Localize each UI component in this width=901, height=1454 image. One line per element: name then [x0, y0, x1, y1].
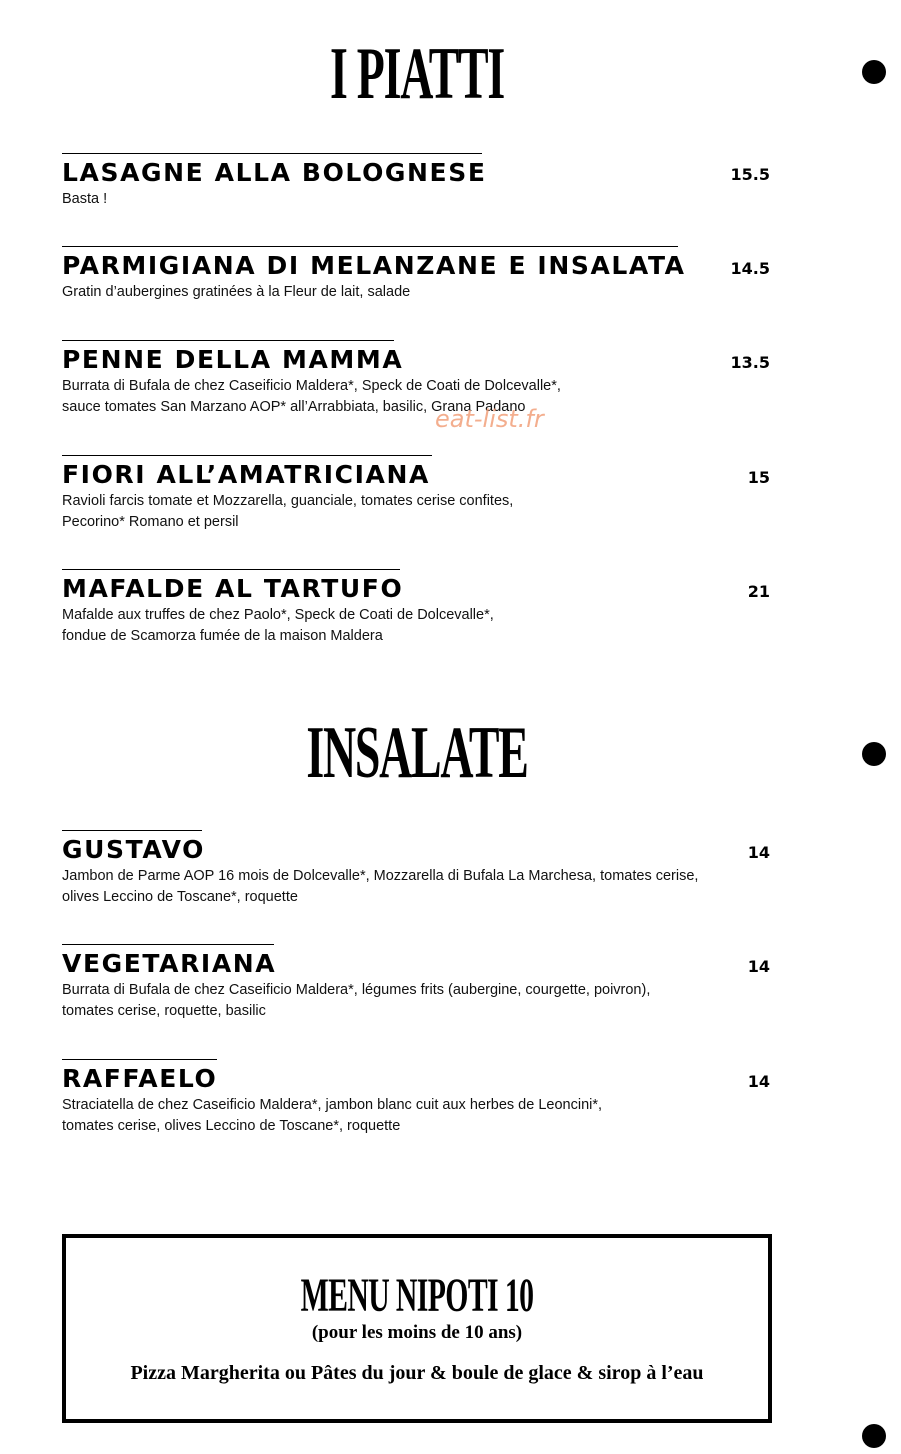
kids-menu-description: Pizza Margherita ou Pâtes du jour & boule de glace & sirop à l’eau: [130, 1362, 704, 1384]
item-name: MAFALDE AL TARTUFO: [62, 574, 404, 603]
item-rule: [62, 1059, 217, 1060]
item-rule: [62, 830, 202, 831]
binder-hole-bottom: [862, 1424, 886, 1448]
menu-item: [62, 455, 782, 533]
item-description: Burrata di Bufala de chez Caseificio Maldera*, légumes frits (aubergine, courgette, poivron),: [62, 982, 651, 998]
item-rule: [62, 455, 432, 456]
item-description: Jambon de Parme AOP 16 mois de Dolcevalle*, Mozzarella di Bufala La Marchesa, tomates cerise,: [62, 868, 699, 884]
item-price: 14: [747, 1072, 770, 1091]
item-name: LASAGNE ALLA BOLOGNESE: [62, 158, 487, 187]
item-price: 21: [747, 582, 770, 601]
item-rule: [62, 153, 482, 154]
menu-item: [62, 1059, 782, 1137]
item-name: FIORI ALL’AMATRICIANA: [62, 460, 430, 489]
item-description: Pecorino* Romano et persil: [62, 514, 239, 530]
item-price: 14.5: [730, 259, 770, 278]
item-name: GUSTAVO: [62, 835, 205, 864]
menu-item: [62, 340, 782, 418]
item-description: fondue de Scamorza fumée de la maison Maldera: [62, 628, 383, 644]
item-price: 15: [747, 468, 770, 487]
kids-menu-box: [62, 1234, 772, 1423]
item-rule: [62, 246, 678, 247]
watermark: eat-list.fr: [435, 405, 544, 433]
menu-item: [62, 569, 782, 647]
item-price: 14: [747, 843, 770, 862]
section-title-insalate: INSALATE: [306, 712, 528, 794]
item-description: tomates cerise, roquette, basilic: [62, 1003, 266, 1019]
item-description: Basta !: [62, 191, 108, 207]
item-name: PENNE DELLA MAMMA: [62, 345, 404, 374]
item-rule: [62, 569, 400, 570]
item-description: tomates cerise, olives Leccino de Toscane*, roquette: [62, 1118, 401, 1134]
item-description: Ravioli farcis tomate et Mozzarella, guanciale, tomates cerise confites,: [62, 493, 514, 509]
menu-item: [62, 830, 782, 908]
item-name: VEGETARIANA: [62, 949, 277, 978]
item-description: olives Leccino de Toscane*, roquette: [62, 889, 298, 905]
item-name: RAFFAELO: [62, 1064, 218, 1093]
item-price: 15.5: [730, 165, 770, 184]
item-price: 13.5: [730, 353, 770, 372]
item-rule: [62, 944, 274, 945]
item-description: sauce tomates San Marzano AOP* all’Arrabbiata, basilic, Grana Padano: [62, 399, 526, 415]
menu-item: [62, 153, 782, 210]
item-description: Mafalde aux truffes de chez Paolo*, Speck de Coati de Dolcevalle*,: [62, 607, 494, 623]
item-price: 14: [747, 957, 770, 976]
binder-hole-middle: [862, 742, 886, 766]
kids-menu-subtitle: (pour les moins de 10 ans): [311, 1322, 523, 1343]
kids-menu-title: MENU NIPOTI 10: [300, 1269, 534, 1322]
item-description: Gratin d’aubergines gratinées à la Fleur de lait, salade: [62, 284, 411, 300]
item-description: Burrata di Bufala de chez Caseificio Maldera*, Speck de Coati de Dolcevalle*,: [62, 378, 561, 394]
menu-item: [62, 246, 782, 303]
section-title-piatti: I PIATTI: [329, 33, 505, 115]
menu-item: [62, 944, 782, 1022]
item-rule: [62, 340, 394, 341]
binder-hole-top: [862, 60, 886, 84]
item-description: Straciatella de chez Caseificio Maldera*, jambon blanc cuit aux herbes de Leoncini*,: [62, 1097, 603, 1113]
item-name: PARMIGIANA DI MELANZANE E INSALATA: [62, 251, 686, 280]
